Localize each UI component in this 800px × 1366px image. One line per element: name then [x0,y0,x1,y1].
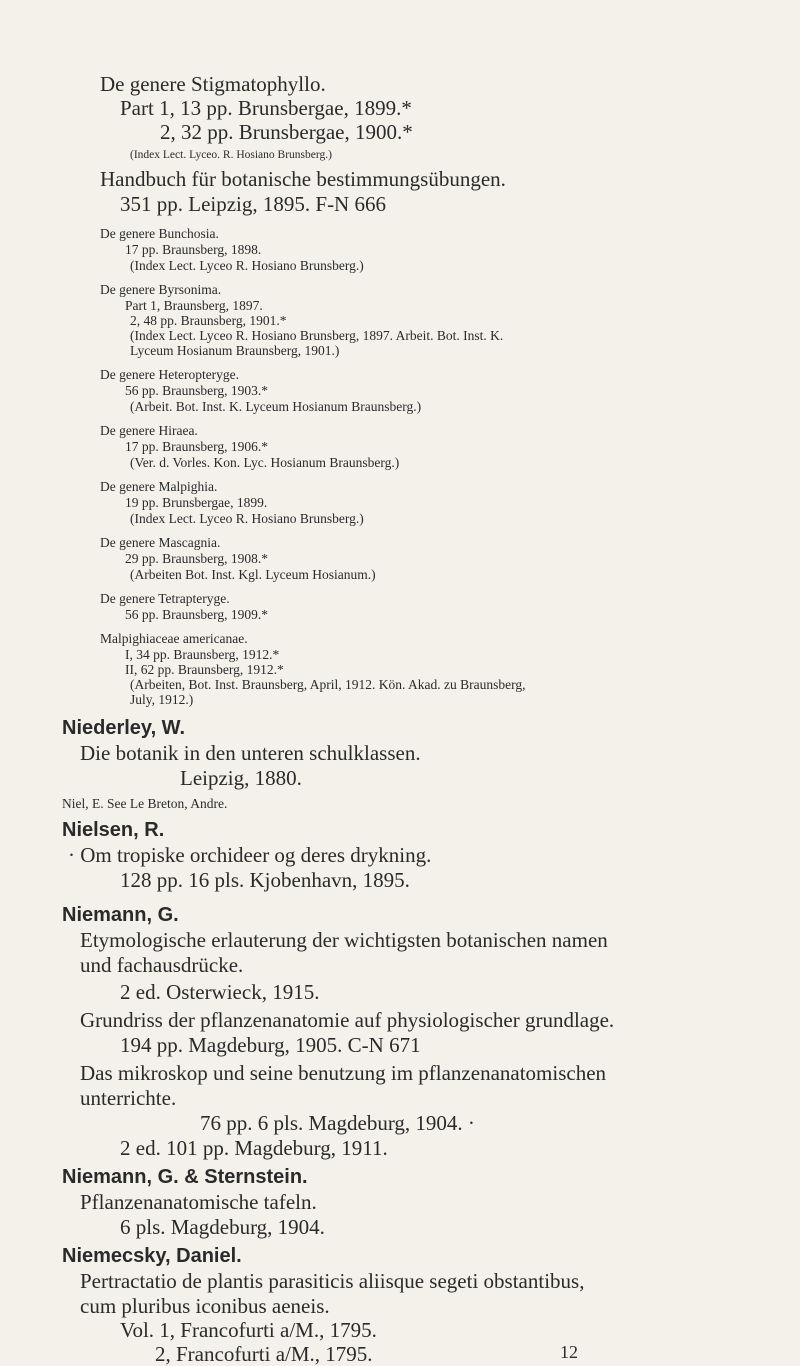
author-heading: Niemann, G. [62,904,179,926]
entry-line: Leipzig, 1880. [180,766,302,790]
entry-line: Das mikroskop und seine benutzung im pflanzenanatomischen [80,1061,607,1085]
entry-line: De genere Stigmatophyllo. [100,72,326,96]
entry-line: (Arbeiten Bot. Inst. Kgl. Lyceum Hosianum.) [130,567,376,582]
entry-line: (Arbeiten, Bot. Inst. Braunsberg, April, 1912. Kön. Akad. zu Braunsberg, [130,677,526,692]
entry-line: De genere Byrsonima. [100,282,222,297]
entry-line: 19 pp. Brunsbergae, 1899. [125,495,268,510]
entry-line: 2, 48 pp. Braunsberg, 1901.* [130,313,287,328]
entry-line: 2 ed. Osterwieck, 1915. [120,980,320,1004]
entry-line: · Om tropiske orchideer og deres drykning. [68,843,432,867]
entry-line: 2, 32 pp. Brunsbergae, 1900.* [160,120,413,144]
entry-line: Part 1, Braunsberg, 1897. [125,298,263,313]
entry-line: 194 pp. Magdeburg, 1905. C-N 671 [120,1033,421,1057]
entry-line: I, 34 pp. Braunsberg, 1912.* [125,647,280,662]
entry-line: De genere Heteropteryge. [100,367,240,382]
entry-line: 17 pp. Braunsberg, 1898. [125,242,262,257]
entry-line: Vol. 1, Francofurti a/M., 1795. [120,1318,377,1342]
page-number: 12 [560,1342,578,1362]
entry-line: Grundriss der pflanzenanatomie auf physiologischer grundlage. [80,1008,615,1032]
entry-line: und fachausdrücke. [80,953,244,977]
entry-line: (Index Lect. Lyceo R. Hosiano Brunsberg.) [130,511,364,526]
entry-line: (Index Lect. Lyceo R. Hosiano Brunsberg.) [130,258,364,273]
entry-line: II, 62 pp. Braunsberg, 1912.* [125,662,284,677]
entry-line: 17 pp. Braunsberg, 1906.* [125,439,268,454]
entry-line: De genere Tetrapteryge. [100,591,230,606]
author-heading: Niemecsky, Daniel. [62,1245,242,1267]
entry-line: 56 pp. Braunsberg, 1903.* [125,383,268,398]
entry-line: 2 ed. 101 pp. Magdeburg, 1911. [120,1136,388,1160]
entry-line: Pflanzenanatomische tafeln. [80,1190,317,1214]
entry-line: Etymologische erlauterung der wichtigsten botanischen namen [80,928,608,952]
entry-line: Niel, E. See Le Breton, Andre. [62,796,228,811]
entry-line: Part 1, 13 pp. Brunsbergae, 1899.* [120,96,412,120]
entry-line: July, 1912.) [130,692,194,707]
entry-line: De genere Hiraea. [100,423,198,438]
entry-line: De genere Malpighia. [100,479,218,494]
entry-line: 2, Francofurti a/M., 1795. [155,1342,373,1366]
entry-line: 128 pp. 16 pls. Kjobenhavn, 1895. [120,868,410,892]
entry-line: Malpighiaceae americanae. [100,631,248,646]
entry-line: De genere Bunchosia. [100,226,219,241]
entry-line: 76 pp. 6 pls. Magdeburg, 1904. · [200,1111,475,1135]
entry-line: 29 pp. Braunsberg, 1908.* [125,551,268,566]
author-heading: Niemann, G. & Sternstein. [62,1166,308,1188]
entry-line: De genere Mascagnia. [100,535,221,550]
author-heading: Nielsen, R. [62,819,165,841]
entry-line: cum pluribus iconibus aeneis. [80,1294,330,1318]
entry-line: 351 pp. Leipzig, 1895. F-N 666 [120,192,386,216]
entry-line: (Ver. d. Vorles. Kon. Lyc. Hosianum Braunsberg.) [130,455,400,470]
entry-line: Die botanik in den unteren schulklassen. [80,741,421,765]
entry-line: (Arbeit. Bot. Inst. K. Lyceum Hosianum Braunsberg.) [130,399,422,414]
author-heading: Niederley, W. [62,717,186,739]
entry-line: unterrichte. [80,1086,177,1110]
entry-line: (Index Lect. Lyceo R. Hosiano Brunsberg, 1897. Arbeit. Bot. Inst. K. [130,328,504,343]
entry-line: 56 pp. Braunsberg, 1909.* [125,607,268,622]
entry-line: Lyceum Hosianum Braunsberg, 1901.) [130,343,340,358]
entry-line: 6 pls. Magdeburg, 1904. [120,1215,325,1239]
entry-line: Pertractatio de plantis parasiticis aliisque segeti obstantibus, [80,1269,585,1293]
entry-line: (Index Lect. Lyceo. R. Hosiano Brunsberg.) [130,149,332,161]
entry-line: Handbuch für botanische bestimmungsübungen. [100,167,506,191]
